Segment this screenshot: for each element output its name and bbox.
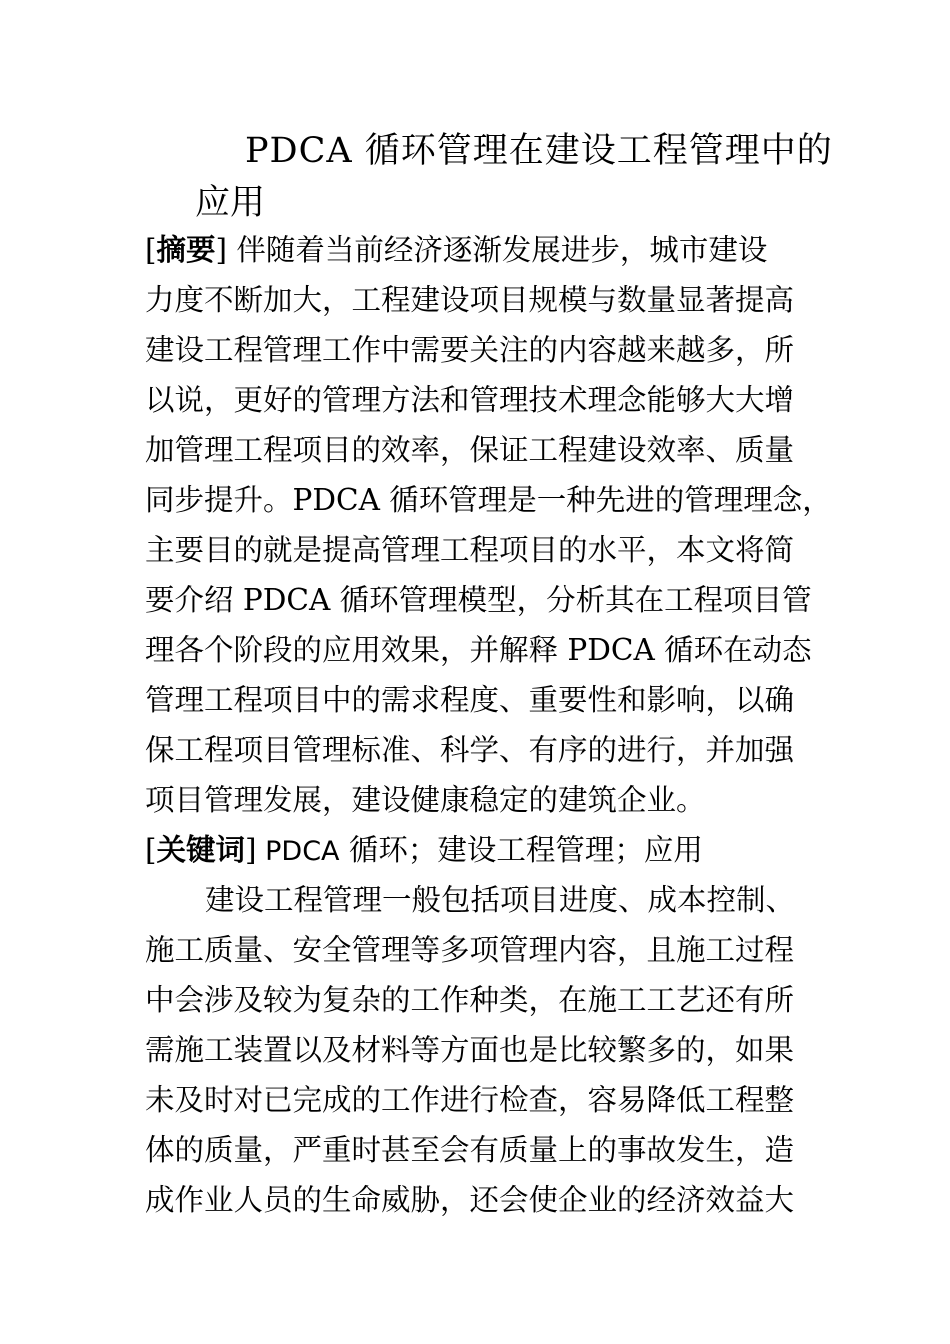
body-line: 需施工装置以及材料等方面也是比较繁多的，如果: [145, 1033, 795, 1067]
abstract-line: 力度不断加大，工程建设项目规模与数量显著提高: [145, 283, 795, 317]
abstract-line: 项目管理发展，建设健康稳定的建筑企业。: [145, 783, 706, 817]
keywords-label: [145, 832, 257, 867]
body-paragraph-first-line: 建设工程管理一般包括项目进度、成本控制、: [205, 883, 796, 917]
title-line-1: PDCA 循环管理在建设工程管理中的: [245, 131, 833, 171]
keywords-line: [145, 825, 905, 875]
body-line: 体的质量，严重时甚至会有质量上的事故发生，造: [145, 1133, 795, 1167]
document-body: [145, 225, 905, 1225]
abstract-line: 建设工程管理工作中需要关注的内容越来越多，所: [145, 333, 795, 367]
abstract-bracket-open: [: [145, 233, 157, 267]
abstract-line: 保工程项目管理标准、科学、有序的进行，并加强: [145, 733, 795, 767]
abstract-line: 理各个阶段的应用效果，并解释 PDCA 循环在动态: [145, 633, 812, 667]
abstract-bracket-close: ]: [215, 233, 228, 267]
abstract-line: 管理工程项目中的需求程度、重要性和影响，以确: [145, 683, 795, 717]
document-title: [145, 125, 885, 229]
abstract-first-line: [145, 225, 905, 275]
title-line-2: 应用: [195, 183, 266, 223]
abstract-line: 要介绍 PDCA 循环管理模型，分析其在工程项目管: [145, 583, 812, 617]
body-line: 未及时对已完成的工作进行检查，容易降低工程整: [145, 1083, 795, 1117]
body-line: 中会涉及较为复杂的工作种类，在施工工艺还有所: [145, 983, 795, 1017]
abstract-label: [145, 232, 227, 267]
abstract-line: 加管理工程项目的效率，保证工程建设效率、质量: [145, 433, 795, 467]
keywords-latin: PDCA: [256, 836, 340, 867]
keywords-bracket-open: [: [145, 833, 157, 867]
keywords-bracket-close: ]: [245, 833, 257, 867]
abstract-line: 同步提升。PDCA 循环管理是一种先进的管理理念，: [145, 483, 832, 517]
body-line: 施工质量、安全管理等多项管理内容，且施工过程: [145, 933, 795, 967]
body-line: 成作业人员的生命威胁，还会使企业的经济效益大: [145, 1183, 795, 1217]
keywords-text: 循环；建设工程管理；应用: [339, 833, 703, 867]
keywords-label-text: 关键词: [156, 832, 246, 867]
abstract-line: 以说，更好的管理方法和管理技术理念能够大大增: [145, 383, 795, 417]
abstract-line: 伴随着当前经济逐渐发展进步，城市建设: [227, 233, 768, 267]
abstract-label-text: 摘要: [156, 232, 216, 267]
abstract-line: 主要目的就是提高管理工程项目的水平，本文将简: [145, 533, 795, 567]
